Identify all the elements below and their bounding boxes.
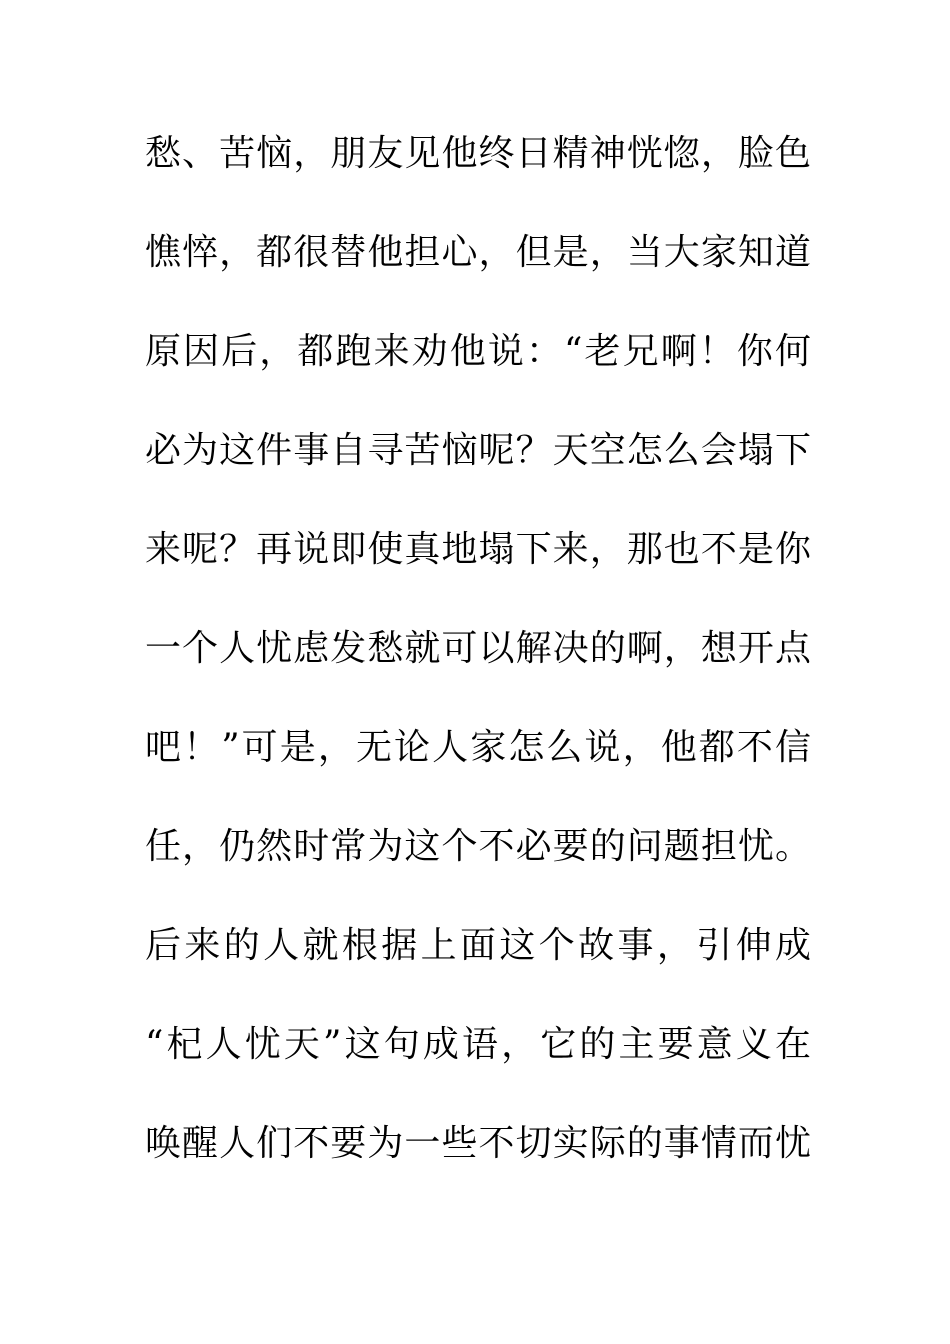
text-line-8: 任，仍然时常为这个不必要的问题担忧。 bbox=[145, 826, 811, 867]
text-line-7: 吧！”可是，无论人家怎么说，他都不信 bbox=[145, 727, 811, 768]
text-line-6: 一个人忧虑发愁就可以解决的啊，想开点 bbox=[145, 628, 811, 669]
text-line-5: 来呢？再说即使真地塌下来，那也不是你 bbox=[145, 529, 811, 570]
text-line-4: 必为这件事自寻苦恼呢？天空怎么会塌下 bbox=[145, 430, 811, 471]
body-text bbox=[145, 126, 811, 1215]
text-line-10: “杞人忧天”这句成语，它的主要意义在 bbox=[145, 1024, 811, 1065]
text-line-2: 憔悴，都很替他担心，但是，当大家知道 bbox=[145, 232, 811, 273]
text-line-9: 后来的人就根据上面这个故事，引伸成 bbox=[145, 925, 811, 966]
text-line-3: 原因后，都跑来劝他说：“老兄啊！你何 bbox=[145, 331, 811, 372]
text-line-1: 愁、苦恼，朋友见他终日精神恍惚，脸色 bbox=[145, 133, 811, 174]
text-line-11: 唤醒人们不要为一些不切实际的事情而忧 bbox=[145, 1123, 811, 1164]
